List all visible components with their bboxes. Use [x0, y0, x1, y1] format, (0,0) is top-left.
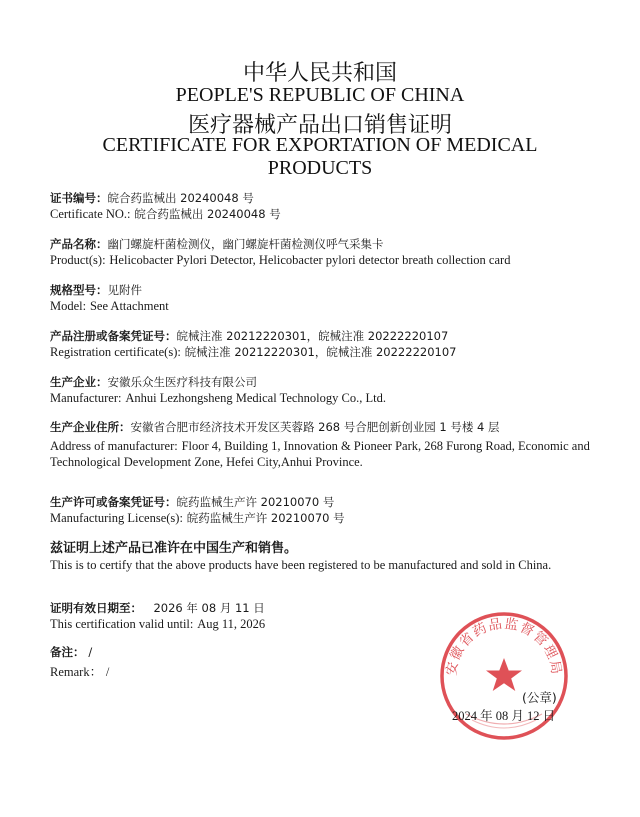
address-label-cn: 生产企业住所：: [50, 420, 131, 434]
license-value-en: 皖药监械生产许 20210070 号: [186, 511, 345, 525]
certificate-value-en: 皖合药监械出 20240048 号: [134, 207, 281, 221]
issue-date: 2024 年 08 月 12 日: [452, 709, 556, 723]
certificate-number-block: [50, 190, 590, 222]
registration-value-en: 皖械注准 20212220301，皖械注准 20222220107: [184, 345, 457, 359]
license-value-cn: 皖药监械生产许 20210070 号: [176, 495, 335, 509]
remark-label-cn: 备注：: [50, 645, 85, 659]
registration-block: [50, 328, 590, 360]
manufacturer-label-cn: 生产企业：: [50, 375, 108, 389]
title-en-line1: CERTIFICATE FOR EXPORTATION OF MEDICAL: [102, 134, 538, 156]
registration-label-en: Registration certificate(s):: [50, 345, 181, 359]
registration-value-cn: 皖械注准 20212220301，皖械注准 20222220107: [176, 329, 449, 343]
model-label-en: Model:: [50, 299, 87, 313]
manufacturer-value-en: Anhui Lezhongsheng Medical Technology Co., Ltd.: [125, 391, 386, 405]
validity-label-en: This certification valid until:: [50, 617, 194, 631]
seal-star-icon: [486, 658, 522, 691]
license-label-en: Manufacturing License(s):: [50, 511, 183, 525]
license-label-cn: 生产许可或备案凭证号：: [50, 495, 177, 509]
address-block: [50, 418, 590, 470]
validity-value-cn: 2026 年 08 月 11 日: [153, 601, 265, 615]
address-value-cn: 安徽省合肥市经济技术开发区芙蓉路 268 号合肥创新创业园 1 号楼 4 层: [130, 420, 500, 434]
statement-cn: 兹证明上述产品已准许在中国生产和销售。: [50, 541, 298, 556]
product-value-cn: 幽门螺旋杆菌检测仪，幽门螺旋杆菌检测仪呼气采集卡: [107, 237, 384, 251]
title-cn: 医疗器械产品出口销售证明: [187, 113, 452, 138]
address-label-en: Address of manufacturer:: [50, 439, 178, 453]
manufacturer-value-cn: 安徽乐众生医疗科技有限公司: [107, 375, 257, 389]
address-value-en: Floor 4, Building 1, Innovation & Pioneer Park, 268 Furong Road, Economic and Technological Development Zone, Hefei City,Anhui Province.: [50, 439, 590, 469]
statement-en: This is to certify that the above products have been registered to be manufactured and sold in China.: [50, 558, 552, 572]
country-en: PEOPLE'S REPUBLIC OF CHINA: [175, 84, 465, 106]
remark-label-en: Remark：: [50, 665, 103, 679]
certificate-label-cn: 证书编号：: [50, 191, 108, 205]
product-value-en: Helicobacter Pylori Detector, Helicobacter pylori detector breath collection card: [109, 253, 511, 267]
manufacturer-label-en: Manufacturer:: [50, 391, 122, 405]
registration-label-cn: 产品注册或备案凭证号：: [50, 329, 177, 343]
remark-value-cn: /: [88, 645, 93, 659]
seal-text: 安徽省药品监督管理局: [443, 615, 565, 677]
validity-value-en: Aug 11, 2026: [197, 617, 266, 631]
remark-value-en: /: [105, 665, 110, 679]
product-label-en: Product(s):: [50, 253, 106, 267]
remark-block: [50, 644, 350, 680]
manufacturer-block: [50, 374, 590, 406]
product-block: [50, 236, 590, 268]
validity-label-cn: 证明有效日期至：: [50, 601, 142, 615]
country-cn: 中华人民共和国: [242, 61, 397, 86]
certificate-value-cn: 皖合药监械出 20240048 号: [107, 191, 254, 205]
title-en-line2: PRODUCTS: [267, 157, 373, 179]
product-label-cn: 产品名称：: [50, 237, 108, 251]
model-block: [50, 282, 590, 314]
certificate-label-en: Certificate NO.:: [50, 207, 131, 221]
model-value-cn: 见附件: [107, 283, 142, 297]
seal-note: (公章): [522, 690, 557, 705]
statement-block: [50, 540, 575, 573]
model-value-en: See Attachment: [89, 299, 169, 313]
model-label-cn: 规格型号：: [50, 283, 108, 297]
license-block: [50, 494, 590, 526]
